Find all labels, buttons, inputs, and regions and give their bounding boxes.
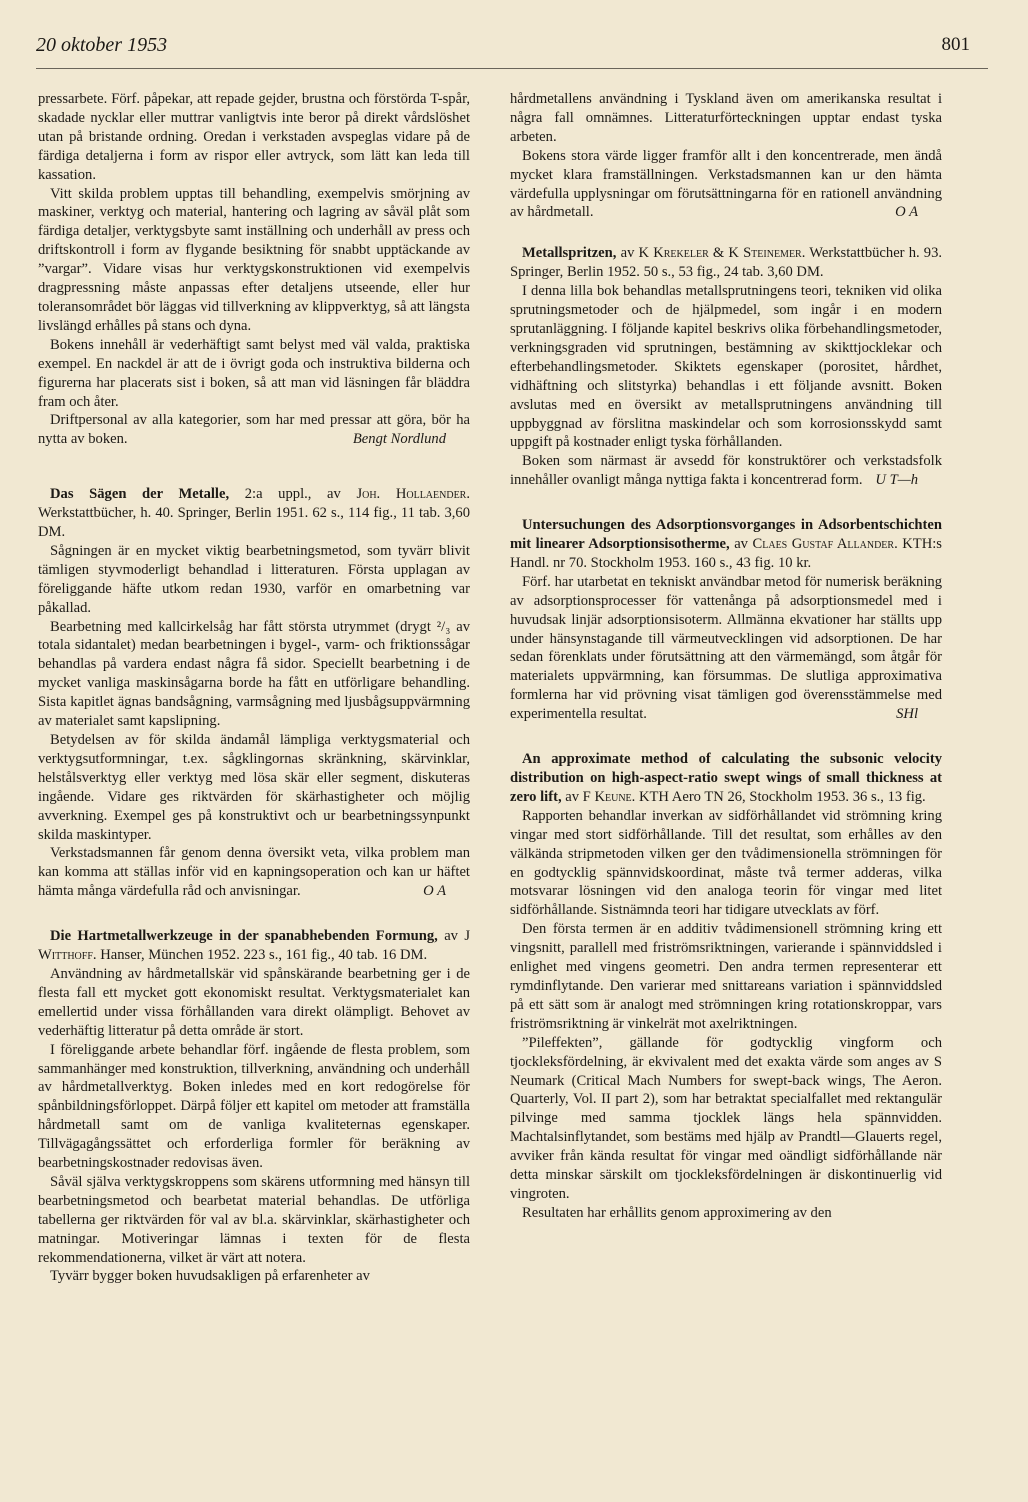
reviewer-signature: SHl xyxy=(896,706,918,723)
reviewer-signature: U T—h xyxy=(875,472,918,489)
paragraph: I föreliggande arbete behandlar förf. ingående de flesta problem, som sammanhänger med konstruktion, tillverkning, användning och underhåll av hårdmetallverktyg. Boken inledes med en kort redogörelse för spånbildningsförloppet. Därpå följer ett kapitel om metoder att framställa hårdmetall samt om de vanliga kvaliteternas egenskaper. Tillvägagångssättet och erforderliga formler för beräkning av bearbetningskostnader redovisas även. xyxy=(38,1041,470,1172)
review-adsorptionsvorganges xyxy=(510,516,942,724)
author-prefix: av J xyxy=(444,928,470,945)
paragraph: Bokens innehåll är vederhäftigt samt belyst med väl valda, praktiska exempel. En nackdel är att de i övrigt goda och instruktiva bilderna och figurerna har placerats sist i boken, så att man vid läsningen får bläddra fram och åter. xyxy=(38,336,470,410)
review-approximate-method xyxy=(510,750,942,1223)
reviewer-signature: Bengt Nordlund xyxy=(352,431,446,448)
book-edition: 2:a uppl., av xyxy=(244,486,341,503)
paragraph-text: Verkstadsmannen får genom denna översikt veta, vilka problem man kan komma att ställas inför vid en kapningsoperation och kan ur häftet hämta många värdefulla råd och anvisningar. xyxy=(38,845,470,900)
issue-date: 20 oktober 1953 xyxy=(36,34,168,56)
review-heading xyxy=(38,927,470,965)
author-prefix: av xyxy=(620,245,635,262)
paragraph: Sågningen är en mycket viktig bearbetningsmetod, som tyvärr blivit tämligen styvmoderligt behandlad i litteraturen. Första upplagan av föreliggande häfte utkom redan 1930, varför en omarbetning var påkallad. xyxy=(38,542,470,616)
paragraph: Rapporten behandlar inverkan av sidförhållandet vid strömning kring vingar med stort sidförhållande. Till det resultat, som erhålles av den välkända stripmetoden vilken ger den tvådimensionella strömningen för en godtycklig spännvidskoordinat, måste två termer adderas, vilka motsvarar lösningen vid den analoga teorin för vingar med litet sidförhållande. Sistnämnda teori har tidigare utvecklats av förf. xyxy=(510,807,942,919)
paragraph-text: Boken som närmast är avsedd för konstruktörer och verkstadsfolk innehåller ovanligt många nyttiga fakta i koncentrerad form. xyxy=(510,453,942,489)
book-author: Keune. xyxy=(594,788,636,805)
paragraph: pressarbete. Förf. påpekar, att repade gejder, brustna och förstörda T-spår, skadade nycklar eller muttrar vanligtvis inte beror på direkt vårdslöshet utan på bristande ordning. Oredan i verkstaden avspeglas vidare på de färdiga detaljerna i form av rispor eller avtryck, som lätt kan leda till kassation. xyxy=(38,91,470,183)
book-author: Claes Gustaf Allander. xyxy=(752,536,898,553)
review-continuation-left xyxy=(38,90,470,449)
review-continuation-right xyxy=(510,90,942,222)
book-title: An approximate method of calculating the subsonic velocity distribution on high-aspect-ratio swept wings of small thickness at zero lift, xyxy=(510,751,942,805)
paragraph: Vitt skilda problem upptas till behandling, exempelvis smörjning av maskiner, verktyg och material, hantering och lagring av såväl plåt som färdiga detaljer, verktygsbyte samt inställning och underhåll av press och driftskontroll i form av flygande besiktning för snabbt upptäckande av ”vargar”. Vidare visas hur verktygskonstruktionen vid exempelvis dragpressning måste anpassas efter detaljens utseende, eller hur toleransområdet bör läggas vid tillverkning av klippverktyg, så att längsta livslängd erhålles på stans och dyna. xyxy=(38,185,470,334)
review-heading xyxy=(38,485,470,542)
paragraph: Den första termen är en additiv tvådimensionell strömning kring ett vingsnitt, parallell med friströmsriktningen, varierande i spännviddsled i enlighet med vingens geometri. Den andra termen representerar ett rymdinflytande. Den varierar med snittareans variation i spännviddsled på ett sätt som är analogt med strömningen kring rotationskroppar, vars friströmsriktning är vinkelrät mot axelriktningen. xyxy=(510,921,942,1032)
paragraph xyxy=(510,573,942,724)
book-author: K Krekeler & K Steinemer. xyxy=(638,245,806,262)
book-details: KTH Aero TN 26, Stockholm 1953. 36 s., 13 fig. xyxy=(638,788,926,805)
book-details: KTH:s Handl. nr 70. Stockholm 1953. 160 s., 43 fig. 10 kr. xyxy=(510,536,942,571)
book-details: Hanser, München 1952. 223 s., 161 fig., 40 tab. 16 DM. xyxy=(100,947,428,964)
page-number: 801 xyxy=(941,34,970,55)
paragraph xyxy=(38,411,470,449)
paragraph xyxy=(510,452,942,490)
paragraph xyxy=(510,147,942,223)
paragraph xyxy=(38,844,470,901)
left-column xyxy=(38,90,470,1303)
book-author: Joh. Hollaender. xyxy=(356,486,470,503)
paragraph: Tyvärr bygger boken huvudsakligen på erfarenheter av xyxy=(50,1268,370,1285)
reviewer-signature: O A xyxy=(423,883,446,900)
reviewer-signature: O A xyxy=(895,204,918,221)
book-title: Untersuchungen des Adsorptionsvorganges in Adsorbentschichten mit linearer Adsorptionsisotherme, xyxy=(510,517,942,553)
book-details: Werkstattbücher h. 93. Springer, Berlin 1952. 50 s., 53 fig., 24 tab. 3,60 DM. xyxy=(510,245,943,281)
author-prefix: av xyxy=(734,536,748,553)
author-prefix: av F xyxy=(565,788,591,805)
review-heading xyxy=(510,750,942,807)
paragraph-text: Förf. har utarbetat en tekniskt användbar metod för numerisk beräkning av adsorptionsprocesser för vattenånga på adsorptionsmedel med i huvudsak linjär adsorptionsisoterm. Allmänna ekvationer har ställts upp under hänsynstagande till värmeutvecklingen vid adsorptionen. De har sedan förenklats under förutsättning att den värmemängd, som åtgår för materialets uppvärmning, kan försummas. De slutliga approximativa formlerna har vid prövning visat tämligen god överensstämmelse med experimentella resultat. xyxy=(510,573,942,723)
paragraph: Betydelsen av för skilda ändamål lämpliga verktygsmaterial och verktygsutformningar, t.ex. sågklingornas skränkning, skärvinklar, helstålsverktyg eller verktyg med lösa skär eller segment, diskuteras ingående. Vidare ges riktvärden för skärhastigheter och möjlig avverkning. Exempel ges på konstruktivt och ur bearbetningssynpunkt skilda maskintyper. xyxy=(38,732,470,843)
review-hartmetallwerkzeuge xyxy=(38,927,470,1286)
review-sagen-der-metalle xyxy=(38,485,470,901)
paragraph-text: Bokens stora värde ligger framför allt i den koncentrerade, men ändå mycket klara framställningen. Verkstadsmannen kan ur den hämta värdefulla upplysningar om förutsättningarna för en rationell användning av hårdmetall. xyxy=(510,147,942,221)
paragraph-text: Driftpersonal av alla kategorier, som har med pressar att göra, bör ha nytta av boken. xyxy=(38,412,470,448)
paragraph: Såväl själva verktygskroppens som skärens utformning med hänsyn till bearbetningsmetod och bearbetat material behandlas. De utförliga tabellerna ger riktvärden för val av bl.a. skärvinklar, skärhastigheter och matningar. Motiveringar lämnas i texten för de flesta rekommendationerna, vilket är värt att notera. xyxy=(38,1173,470,1266)
book-title: Das Sägen der Metalle, xyxy=(50,486,230,503)
right-column xyxy=(510,90,942,1240)
book-details: Werkstattbücher, h. 40. Springer, Berlin 1951. 62 s., 114 fig., 11 tab. 3,60 DM. xyxy=(38,505,470,541)
review-metallspritzen xyxy=(510,244,942,490)
review-heading xyxy=(510,244,942,282)
paragraph: hårdmetallens användning i Tyskland även om amerikanska resultat i några fall omnämnes. Litteraturförteckningen upptar endast tyska arbeten. xyxy=(510,91,942,145)
paragraph: Resultaten har erhållits genom approximering av den xyxy=(522,1204,832,1221)
book-title: Metallspritzen, xyxy=(522,245,617,262)
paragraph: Användning av hårdmetallskär vid spånskärande bearbetning ger i de flesta fall ett mycket gott ekonomiskt resultat. Verktygsmaterialet kan emellertid under vissa förhållanden vara direkt olämpligt. Behovet av vederhäftig litteratur på detta område är stort. xyxy=(38,965,470,1039)
paragraph: I denna lilla bok behandlas metallsprutningens teori, tekniken vid olika sprutningsmetoder och de hjälpmedel, som ingår i en modern sprutanläggning. I följande kapitel beskrivs olika förbehandlingsmetoder, verkningsgraden vid sprutningen, bestämning av skikttjocklekar och efterbehandlingsmetoder. Skiktets egenskaper (porositet, hårdhet, vidhäftning och slitstyrka) behandlas i ett följande avsnitt. Boken avslutas med en översikt av metallsprutningens användning till uppbyggnad av förslitna maskindelar och som korrosionsskydd samt uppgift på kostnader enligt tyska förhållanden. xyxy=(510,283,942,451)
review-heading xyxy=(510,516,942,573)
book-title: Die Hartmetallwerkzeuge in der spanabhebenden Formung, xyxy=(50,928,438,945)
paragraph: ”Pileffekten”, gällande för godtycklig vingform och tjockleksfördelning, är ekvivalent med det exakta värde som anges av S Neumark (Critical Mach Numbers for swept-back wings, The Aeron. Quarterly, Vol. II part 2), som har betraktat specialfallet med rektangulär pilvinge med samma tjocklek längs hela spännvidden. Machtalsinflytandet, som bestäms med hjälp av Prandtl—Glauerts regel, avviker från kända resultat för vingar med oändligt sidförhållande när detta minskar särskilt om tjockleksfördelningen är diskontinuerlig vid vingroten. xyxy=(510,1034,942,1202)
book-author: Witthoff. xyxy=(38,947,97,964)
header-rule xyxy=(36,68,988,69)
paragraph: Bearbetning med kallcirkelsåg har fått största utrymmet (drygt ²/₃ av totala sidantalet) medan bearbetningen i bygel-, varm- och friktionssågar behandlas på vardera endast några få sidor. Speciellt bearbetning i de mycket vanliga maskinsågarna borde ha fått en utförligare behandling. Sista kapitlet ägnas bandsågning, varmsågning med ljusbågsuppvärmning av materialet samt kapslipning. xyxy=(38,618,470,730)
